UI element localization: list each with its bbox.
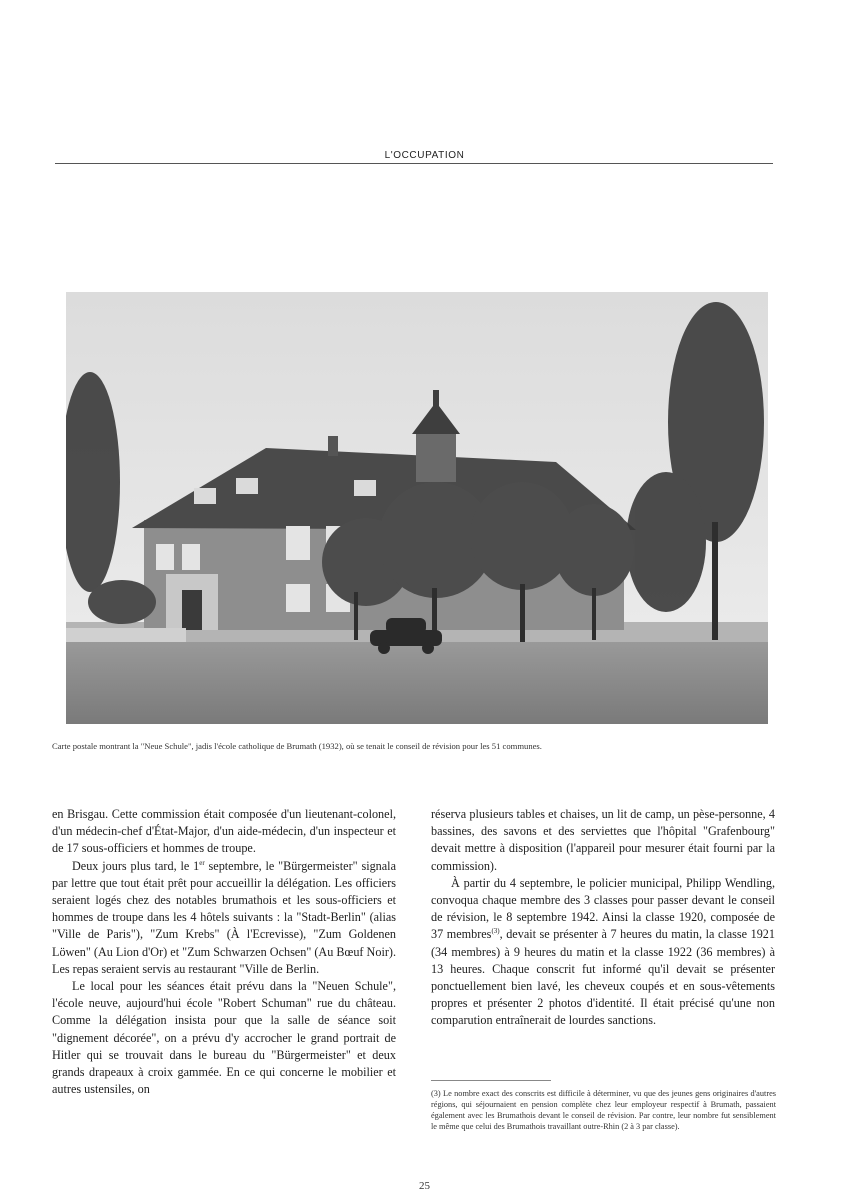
superscript: er (199, 858, 205, 867)
figure-caption: Carte postale montrant la "Neue Schule", jadis l'école catholique de Brumath (1932), où se tenait le conseil de révision pour les 51 communes. (52, 741, 542, 751)
page-number: 25 (419, 1180, 430, 1192)
running-head: L'OCCUPATION (384, 150, 465, 161)
paragraph: en Brisgau. Cette commission était composée d'un lieutenant-colonel, d'un médecin-chef d'État-Major, d'un aide-médecin, d'un inspecteur et de 17 sous-officiers et hommes de troupe. (52, 807, 396, 856)
paragraph: À partir du 4 septembre, le policier municipal, Philipp Wendling, convoqua chaque membre des 3 classes pour passer devant le conseil de révision, le 8 septembre 1942. Ainsi la classe 1920, composée de 37 membres$^{(3)}$, devait se présenter à 7 heures du matin, la classe 1921 (34 membres) à 9 heures du matin et la classe 1922 (36 membres) à 13 heures. Chaque conscrit fut informé qu'il devait se présenter ponctuellement bien lavé, les cheveux coupés et en sous-vêtements propres et présenter 2 photos d'identité. Il était précisé qu'une non comparution entraînerait de lourdes sanctions. (431, 875, 775, 1028)
paragraph: Le local pour les séances était prévu dans la "Neuen Schule", l'école neuve, aujourd'hui école "Robert Schuman" rue du château. Comme la délégation insista pour que la salle de séance soit "dignement décorée", on a prévu d'y accrocher le grand portrait de Hitler qui se trouvait dans le bureau du "Bürgermeister" et deux grands drapeaux à croix gammée. En ce qui concerne le mobilier et autres ustensiles, on (52, 979, 396, 1097)
paragraph: Deux jours plus tard, le 1er septembre, le "Bürgermeister" signala par lettre que tout était prêt pour accueillir la délégation. Les officiers seraient logés chez des notables brumathois et les sous-officiers et hommes de troupe dans les 4 hôtels suivants : la "Stadt-Berlin" (alias "Ville de Paris"), "Zum Krebs" (À l'Ecrevisse), "Zum Goldenen Löwen" (Au Lion d'Or) et "Zum Schwarzen Ochsen" (Au Bœuf Noir). Les repas seraient servis au restaurant "Ville de Berlin. (52, 858, 396, 976)
footnote-rule (431, 1080, 551, 1081)
paragraph: réserva plusieurs tables et chaises, un lit de camp, un pèse-personne, 4 bassines, des savons et des serviettes que l'hôpital "Grafenbourg" devait mettre à disposition (l'appareil pour mesurer était fourni par la commission). (431, 807, 775, 873)
footnote-ref: (3) (491, 927, 500, 936)
footnote: (3) Le nombre exact des conscrits est difficile à déterminer, vu que des jeunes gens originaires d'autres régions, qui séjournaient en pension complète chez leur employeur respectif à Brumath, passaient également avec les Brumathois devant le conseil de révision. Par contre, leur nombre fut sensiblement le même que celui des Brumathois travaillant outre-Rhin (2 à 3 par classe). (431, 1089, 776, 1131)
text-column-right (431, 806, 775, 1030)
text-column-left (52, 806, 396, 1098)
postcard-photo (66, 292, 768, 724)
header-rule (55, 163, 773, 164)
